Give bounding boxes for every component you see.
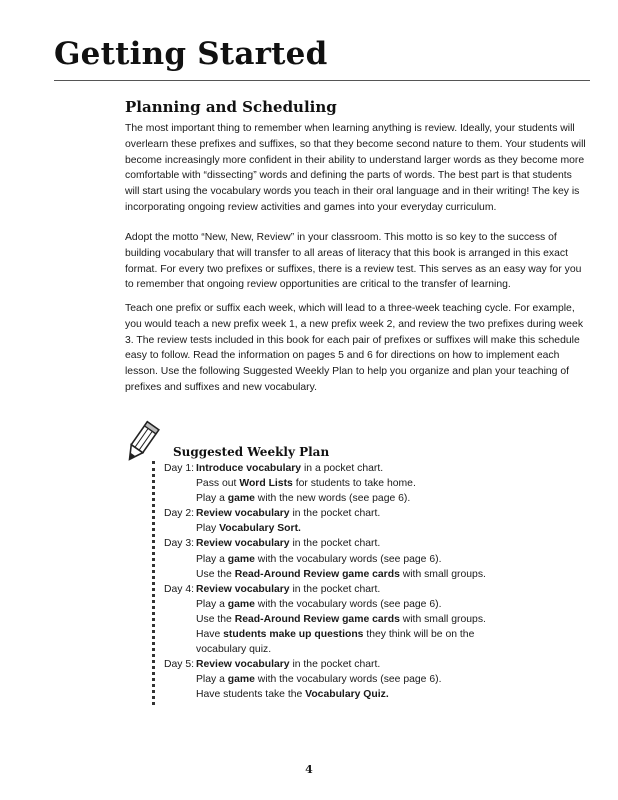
plan-activity-text: Play a: [196, 598, 228, 610]
page-title: Getting Started: [54, 36, 328, 72]
plan-day: [164, 657, 584, 702]
page-number: 4: [305, 763, 313, 776]
plan-activity-text: for students to take home.: [292, 478, 416, 490]
plan-activity: [196, 627, 584, 642]
plan-activity-emphasis: students make up questions: [223, 629, 364, 641]
plan-activity-text: with the new words (see page 6).: [254, 493, 411, 505]
dotted-divider: [152, 461, 155, 705]
plan-activity-text: in the pocket chart.: [289, 508, 381, 520]
plan-activity-text: in the pocket chart.: [289, 659, 381, 671]
plan-activity-emphasis: game: [227, 674, 255, 686]
plan-activity-emphasis: Vocabulary Sort.: [219, 523, 301, 535]
plan-activity-text: Play: [196, 523, 220, 535]
plan-day-label: Day 5:: [164, 659, 195, 671]
plan-day: [164, 461, 584, 506]
plan-activity: [196, 491, 584, 506]
plan-activity-emphasis: game: [227, 598, 255, 610]
plan-activity: [196, 506, 584, 521]
plan-activity-text: with the vocabulary words (see page 6).: [254, 553, 442, 565]
weekly-plan-list: [164, 461, 584, 703]
plan-activity-emphasis: Word Lists: [239, 478, 293, 490]
plan-activity-text: with the vocabulary words (see page 6).: [254, 674, 442, 686]
plan-activity-emphasis: Introduce vocabulary: [196, 463, 302, 474]
plan-day: [164, 582, 584, 657]
plan-activity: [196, 536, 584, 551]
plan-activity: [196, 476, 584, 491]
plan-day-label: Day 4:: [164, 583, 195, 595]
plan-activity-emphasis: Review vocabulary: [196, 538, 290, 550]
plan-activity-text: in the pocket chart.: [289, 538, 381, 550]
plan-activity-text: in the pocket chart.: [289, 583, 381, 595]
plan-activity: [196, 552, 584, 567]
plan-activity: [196, 672, 584, 687]
plan-activity-text: Use the: [196, 613, 235, 625]
plan-activity-text: they think will be on the: [363, 629, 475, 641]
plan-day-label: Day 1:: [164, 463, 195, 474]
plan-activity-text: with small groups.: [399, 613, 486, 625]
plan-activity: [196, 582, 584, 597]
plan-activity-text: with small groups.: [399, 568, 486, 580]
plan-activity-emphasis: Review vocabulary: [196, 508, 290, 520]
plan-activity-text: Have: [196, 629, 224, 641]
plan-activity: [196, 612, 584, 627]
plan-activity-emphasis: game: [227, 493, 255, 505]
plan-activity-emphasis: Vocabulary Quiz.: [305, 689, 389, 701]
plan-activity-emphasis: Review vocabulary: [196, 659, 290, 671]
plan-activity: [196, 687, 584, 702]
plan-activity-text: vocabulary quiz.: [196, 644, 272, 656]
plan-activity-text: Have students take the: [196, 689, 306, 701]
plan-activity-emphasis: Read-Around Review game cards: [234, 613, 400, 625]
plan-activity: [196, 642, 584, 657]
plan-activity-emphasis: Review vocabulary: [196, 583, 290, 595]
section-heading: Planning and Scheduling: [125, 98, 337, 116]
plan-activity-emphasis: game: [227, 553, 255, 565]
plan-activity-text: Use the: [196, 568, 235, 580]
paragraph-intro: The most important thing to remember when learning anything is review. Ideally, your students will overlearn these prefixes and suffixes, so that they become second nature to them. Your students will become increasingly more confident in their ability to understand larger words as they become more comfortable with “dissecting” words and defining the parts of words. The best part is that students will start using the vocabulary words you teach in their oral language and in their writing! The key is incorporating ongoing review activities and games into your everyday curriculum.: [125, 123, 586, 213]
plan-activity: [196, 567, 584, 582]
plan-activity-text: with the vocabulary words (see page 6).: [254, 598, 442, 610]
weekly-plan-heading: Suggested Weekly Plan: [173, 445, 330, 459]
paragraph-motto: Adopt the motto “New, New, Review” in your classroom. This motto is so key to the success of building vocabulary that will transfer to all areas of literacy that this book is arranged in this exact format. For every two prefixes or suffixes, there is a review test. This serves as an easy way for you to remember that ongoing review opportunities are critical to the transfer of learning.: [125, 232, 582, 291]
pencil-icon: [118, 420, 164, 466]
plan-activity: [196, 657, 584, 672]
plan-activity-text: Pass out: [196, 478, 240, 490]
title-divider: [54, 80, 590, 81]
plan-day-label: Day 3:: [164, 538, 195, 550]
plan-activity-emphasis: Read-Around Review game cards: [234, 568, 400, 580]
plan-activity: [196, 461, 584, 476]
plan-day-label: Day 2:: [164, 508, 195, 520]
plan-activity: [196, 521, 584, 536]
plan-activity-text: Play a: [196, 674, 228, 686]
plan-activity-text: Play a: [196, 553, 228, 565]
plan-day: [164, 506, 584, 536]
paragraph-teaching-cycle: Teach one prefix or suffix each week, which will lead to a three-week teaching cycle. For example, you would teach a new prefix week 1, a new prefix week 2, and review the two prefixes during week 3. The review tests included in this book for each pair of prefixes or suffixes will make this schedule easy to follow. Read the information on pages 5 and 6 for directions on how to implement each lesson. Use the following Suggested Weekly Plan to help you organize and plan your teaching of prefixes and suffixes and new vocabulary.: [125, 303, 584, 393]
plan-activity-text: Play a: [196, 493, 228, 505]
plan-day: [164, 536, 584, 581]
plan-activity: [196, 597, 584, 612]
plan-activity-text: in a pocket chart.: [301, 463, 384, 474]
